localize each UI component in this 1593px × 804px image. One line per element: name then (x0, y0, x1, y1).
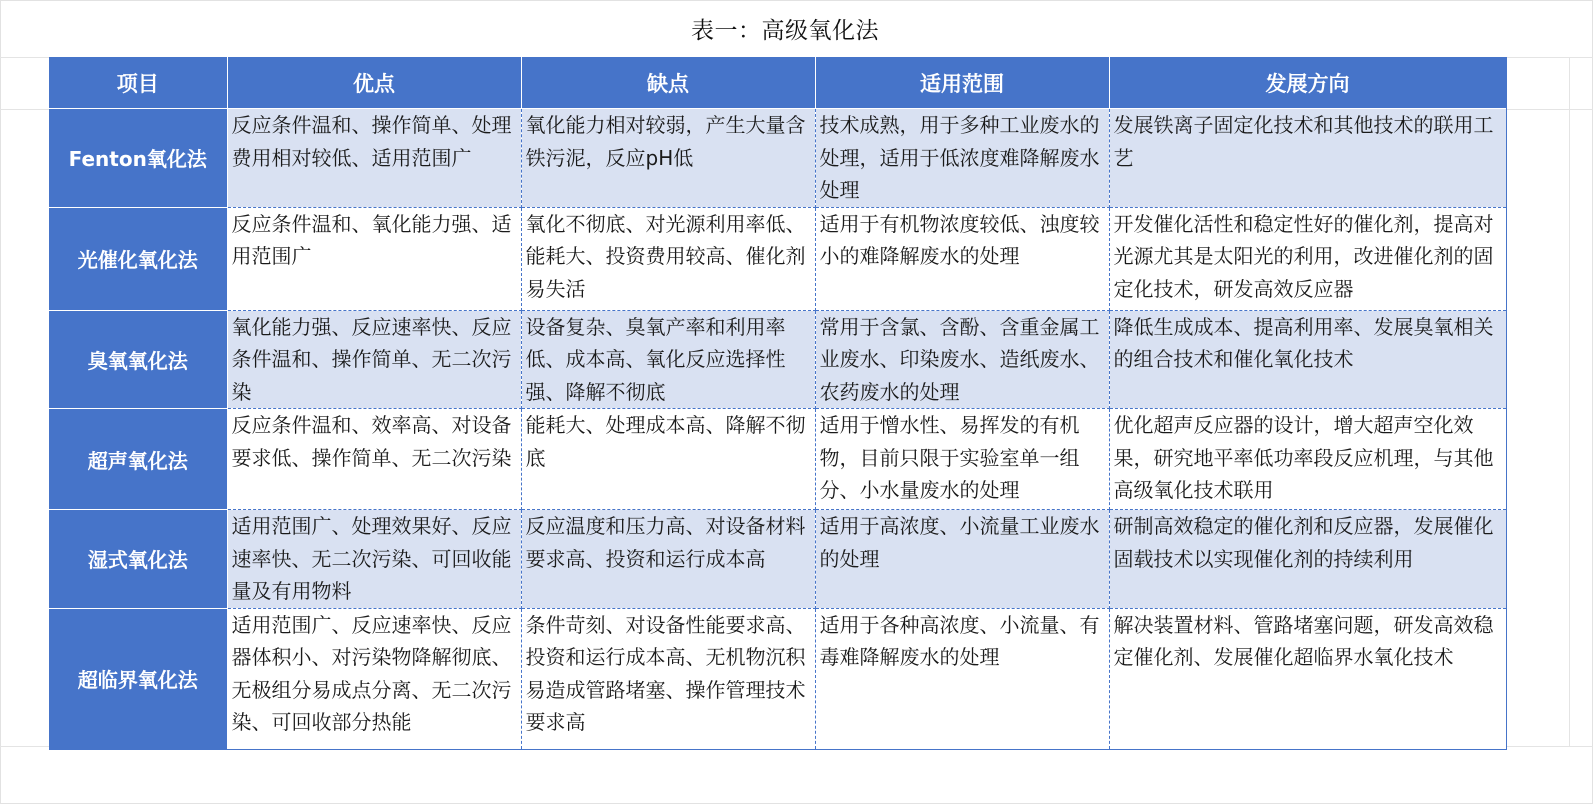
cell-disadvantages[interactable]: 氧化能力相对较弱，产生大量含铁污泥，反应pH低 (521, 109, 815, 208)
cell-direction[interactable]: 解决装置材料、管路堵塞问题，研发高效稳定催化剂、发展催化超临界水氧化技术 (1109, 608, 1506, 749)
header-row (49, 57, 1506, 109)
header-advantages[interactable]: 优点 (227, 57, 521, 109)
row-label-ozone[interactable]: 臭氧氧化法 (49, 310, 227, 409)
header-method[interactable]: 项目 (49, 57, 227, 109)
cell-advantages[interactable]: 反应条件温和、操作简单、处理费用相对较低、适用范围广 (227, 109, 521, 208)
cell-advantages[interactable]: 反应条件温和、效率高、对设备要求低、操作简单、无二次污染 (227, 409, 521, 510)
row-label-fenton[interactable]: Fenton氧化法 (49, 109, 227, 208)
table-row (49, 409, 1506, 510)
header-scope[interactable]: 适用范围 (815, 57, 1109, 109)
cell-direction[interactable]: 开发催化活性和稳定性好的催化剂，提高对光源尤其是太阳光的利用，改进催化剂的固定化技术，研发高效反应器 (1109, 207, 1506, 310)
table-row (49, 510, 1506, 609)
cell-advantages[interactable]: 适用范围广、处理效果好、反应速率快、无二次污染、可回收能量及有用物料 (227, 510, 521, 609)
header-disadvantages[interactable]: 缺点 (521, 57, 815, 109)
row-label-ultrasonic[interactable]: 超声氧化法 (49, 409, 227, 510)
cell-disadvantages[interactable]: 条件苛刻、对设备性能要求高、投资和运行成本高、无机物沉积易造成管路堵塞、操作管理技术要求高 (521, 608, 815, 749)
table-row (49, 109, 1506, 208)
cell-disadvantages[interactable]: 设备复杂、臭氧产率和利用率低、成本高、氧化反应选择性强、降解不彻底 (521, 310, 815, 409)
sheet-gridline (1569, 57, 1570, 747)
cell-advantages[interactable]: 氧化能力强、反应速率快、反应条件温和、操作简单、无二次污染 (227, 310, 521, 409)
cell-advantages[interactable]: 反应条件温和、氧化能力强、适用范围广 (227, 207, 521, 310)
cell-scope[interactable]: 适用于憎水性、易挥发的有机物，目前只限于实验室单一组分、小水量废水的处理 (815, 409, 1109, 510)
table-title: 表一：高级氧化法 (691, 18, 879, 44)
cell-direction[interactable]: 研制高效稳定的催化剂和反应器，发展催化固载技术以实现催化剂的持续利用 (1109, 510, 1506, 609)
cell-disadvantages[interactable]: 能耗大、处理成本高、降解不彻底 (521, 409, 815, 510)
cell-disadvantages[interactable]: 反应温度和压力高、对设备材料要求高、投资和运行成本高 (521, 510, 815, 609)
table-row (49, 207, 1506, 310)
cell-scope[interactable]: 适用于高浓度、小流量工业废水的处理 (815, 510, 1109, 609)
cell-direction[interactable]: 降低生成成本、提高利用率、发展臭氧相关的组合技术和催化氧化技术 (1109, 310, 1506, 409)
cell-scope[interactable]: 适用于各种高浓度、小流量、有毒难降解废水的处理 (815, 608, 1109, 749)
cell-direction[interactable]: 优化超声反应器的设计，增大超声空化效果，研究地平率低功率段反应机理，与其他高级氧化技术联用 (1109, 409, 1506, 510)
cell-scope[interactable]: 技术成熟，用于多种工业废水的处理，适用于低浓度难降解废水处理 (815, 109, 1109, 208)
cell-scope[interactable]: 适用于有机物浓度较低、浊度较小的难降解废水的处理 (815, 207, 1109, 310)
cell-scope[interactable]: 常用于含氯、含酚、含重金属工业废水、印染废水、造纸废水、农药废水的处理 (815, 310, 1109, 409)
row-label-supercritical[interactable]: 超临界氧化法 (49, 608, 227, 749)
table-row (49, 608, 1506, 749)
cell-disadvantages[interactable]: 氧化不彻底、对光源利用率低、能耗大、投资费用较高、催化剂易失活 (521, 207, 815, 310)
cell-advantages[interactable]: 适用范围广、反应速率快、反应器体积小、对污染物降解彻底、无极组分易成点分离、无二次污染、可回收部分热能 (227, 608, 521, 749)
advanced-oxidation-table (49, 57, 1507, 750)
row-label-wet-oxidation[interactable]: 湿式氧化法 (49, 510, 227, 609)
table-row (49, 310, 1506, 409)
cell-direction[interactable]: 发展铁离子固定化技术和其他技术的联用工艺 (1109, 109, 1506, 208)
row-label-photocatalytic[interactable]: 光催化氧化法 (49, 207, 227, 310)
header-direction[interactable]: 发展方向 (1109, 57, 1506, 109)
